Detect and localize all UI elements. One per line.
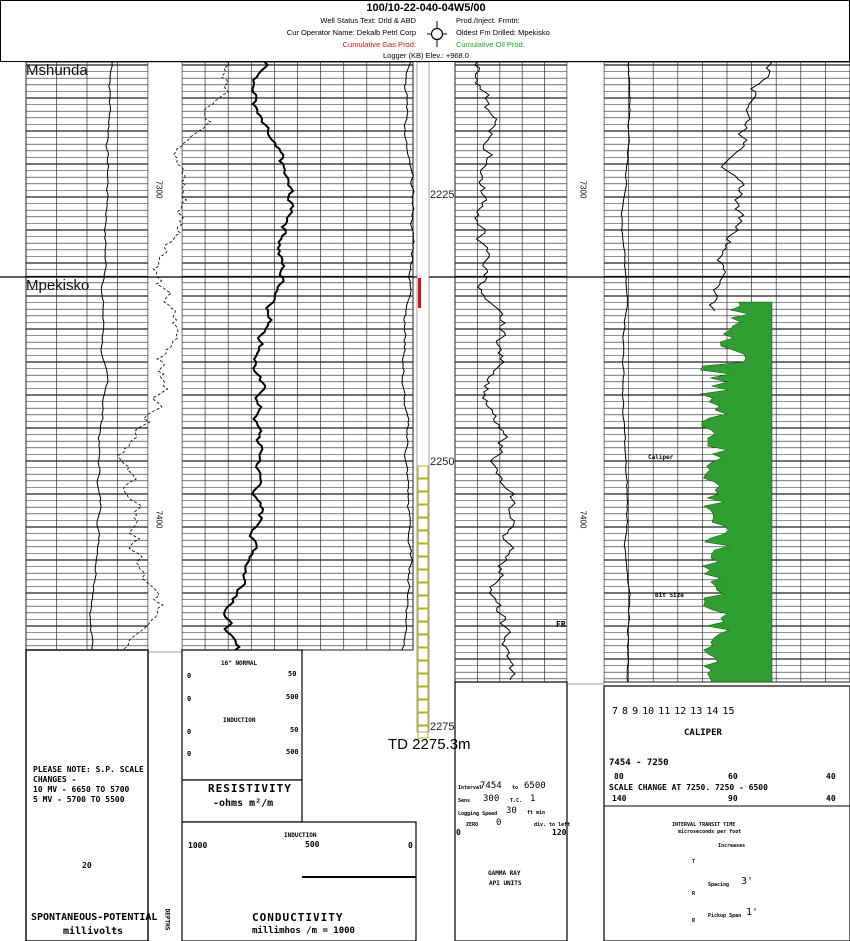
operator-name: Cur Operator Name: Dekalb Petrl Corp	[286, 28, 416, 37]
gr-interval-to: 6500	[524, 781, 546, 791]
gr-speed-label: Logging Speed	[458, 811, 498, 817]
total-depth-label: TD 2275.3m	[388, 736, 471, 753]
normal-min: 0	[187, 672, 192, 680]
sonic-scale1-right: 40	[826, 772, 836, 781]
pickup-span-label: Pickup Span	[708, 913, 742, 919]
gr-tc-label: T.C.	[510, 798, 523, 804]
induction-max-2: 500	[286, 748, 299, 756]
resistivity-header-panel	[182, 650, 302, 780]
depth-mark-2250: 2250	[430, 456, 455, 468]
gr-units: API UNITS	[489, 880, 522, 887]
conductivity-right: 0	[408, 841, 413, 850]
cumulative-oil: Cumulative Oil Prod:	[456, 40, 525, 49]
sonic-depth-range: 7454 - 7250	[609, 758, 669, 768]
gr-interval-to-label: to	[512, 785, 519, 791]
conductivity-mid: 500	[305, 840, 320, 849]
log-depth-7400-right: 7400	[578, 510, 588, 529]
log-depth-7300-left: 7300	[154, 180, 164, 199]
spacing-label: Spacing	[708, 882, 730, 888]
depth-mark-2275: 2275	[430, 721, 455, 733]
sp-note-line-4: 5 MV - 5700 TO 5500	[33, 795, 125, 804]
gr-zero-unit: div. to left	[534, 822, 571, 828]
fr-annotation: FR	[556, 620, 566, 629]
sp-note-line-3: 10 MV - 6650 TO 5700	[33, 785, 130, 794]
well-log-image	[0, 62, 850, 941]
gr-speed-unit: ft min	[527, 810, 546, 816]
prod-inject-formation: Prod./Inject. Frmtn:	[456, 16, 520, 25]
normal-max-2: 500	[286, 693, 299, 701]
cumulative-gas: Cumulative Gas Prod:	[342, 40, 416, 49]
induction-label: INDUCTION	[223, 717, 256, 724]
sonic-scale1-left: 80	[614, 772, 624, 781]
depths-label: DEPTHS	[163, 908, 171, 931]
dry-abandoned-well-icon	[427, 21, 447, 47]
gr-scale-max: 120	[552, 828, 567, 837]
conductivity-title: CONDUCTIVITY	[252, 911, 344, 924]
sonic-header-panel	[604, 686, 850, 941]
resistivity-units: -ohms m²/m	[213, 798, 274, 809]
log-depth-7400-left: 7400	[154, 510, 164, 529]
itt-units: microseconds per foot	[678, 829, 742, 835]
scale-change-note: SCALE CHANGE AT 7250. 7250 - 6500	[609, 783, 768, 792]
formation-top-mshunda: Mshunda	[26, 62, 88, 79]
normal-max: 50	[288, 670, 297, 678]
log-depth-7300-right: 7300	[578, 180, 588, 199]
gr-title: GAMMA RAY	[488, 870, 521, 877]
well-status: Well Status Text: Drld & ABD	[320, 16, 416, 25]
resistivity-title: RESISTIVITY	[208, 782, 292, 795]
tool-letter-t: T	[692, 859, 696, 865]
sp-note-line-2: CHANGES -	[33, 775, 77, 784]
depth-column-right	[567, 62, 604, 684]
oldest-formation: Oldest Fm Drilled: Mpekisko	[456, 28, 550, 37]
depth-column-left	[148, 62, 182, 652]
gr-tc-value: 1	[530, 794, 536, 804]
conductivity-induction-label: INDUCTION	[284, 832, 317, 839]
sp-units: millivolts	[63, 926, 124, 937]
well-header	[0, 0, 850, 62]
sonic-scale2-right: 40	[826, 794, 836, 803]
gr-zero-value: 0	[496, 818, 502, 828]
gr-sens-value: 300	[483, 794, 500, 804]
caliper-title: CALIPER	[684, 728, 722, 738]
lithology-column-frame	[417, 62, 429, 732]
normal-label: 16" NORMAL	[221, 660, 258, 667]
increases-label: Increases	[718, 843, 746, 849]
normal-min-2: 0	[187, 695, 192, 703]
gr-sens-label: Sens	[458, 798, 471, 804]
gr-interval-from: 7454	[480, 781, 502, 791]
lithology-column	[417, 62, 429, 738]
tool-letter-r1: R	[692, 891, 696, 897]
pickup-span-value: 1'	[746, 907, 759, 918]
spacing-value: 3'	[741, 876, 754, 887]
depth-mark-2225: 2225	[430, 189, 455, 201]
gr-speed-value: 30	[506, 806, 517, 816]
bit-size-annotation: Bit Size	[655, 592, 684, 599]
gr-interval-label: Interval	[458, 785, 483, 791]
sp-scale-value: 20	[82, 861, 92, 870]
formation-top-mpekisko: Mpekisko	[26, 277, 90, 294]
induction-max: 50	[290, 726, 299, 734]
logger-elevation: Logger (KB) Elev.: +968.0	[383, 51, 469, 60]
gas-interval-marker	[418, 278, 421, 308]
sp-note-line-1: PLEASE NOTE: S.P. SCALE	[33, 765, 144, 774]
sonic-scale2-left: 140	[612, 794, 627, 803]
gr-zero-label: ZERO	[466, 822, 479, 828]
itt-title: INTERVAL TRANSIT TIME	[672, 822, 736, 828]
gr-scale-min: 0	[456, 828, 461, 837]
tool-letter-r2: R	[692, 918, 696, 924]
sonic-scale1-mid: 60	[728, 772, 738, 781]
uwi-title: 100/10-22-040-04W5/00	[366, 2, 486, 14]
conductivity-left: 1000	[188, 841, 208, 850]
caliper-annotation: Caliper	[648, 454, 674, 461]
conductivity-units: millimhos /m = 1000	[252, 926, 355, 936]
induction-min: 0	[187, 728, 192, 736]
caliper-scale-ticks: 7 8 9 10 11 12 13 14 15	[612, 706, 735, 717]
induction-min-2: 0	[187, 750, 192, 758]
sp-title: SPONTANEOUS-POTENTIAL	[31, 912, 158, 923]
sonic-scale2-mid: 90	[728, 794, 738, 803]
